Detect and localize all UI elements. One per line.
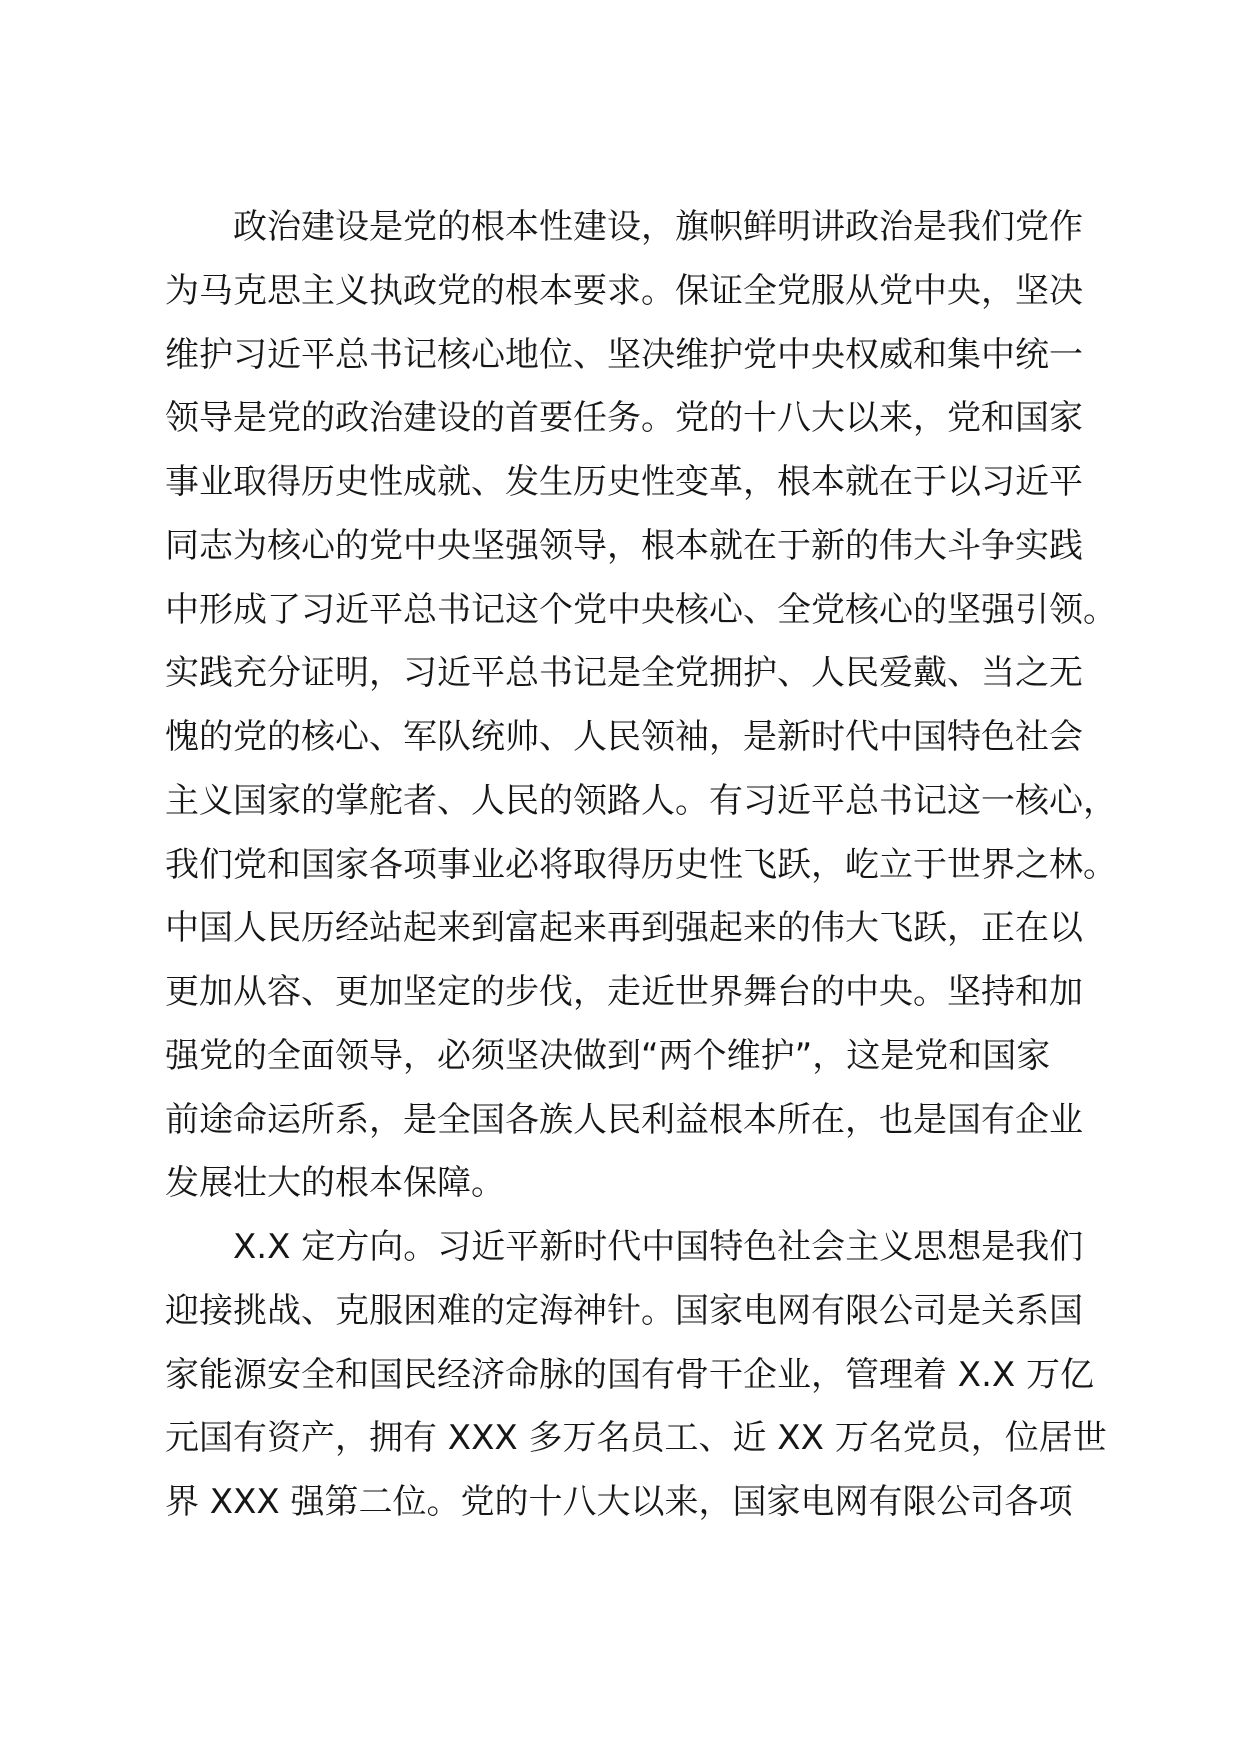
text-line: 同志为核心的党中央坚强领导，根本就在于新的伟大斗争实践	[165, 525, 1083, 566]
text-line: 维护习近平总书记核心地位、坚决维护党中央权威和集中统一	[165, 334, 1083, 375]
text-line: 更加从容、更加坚定的步伐，走近世界舞台的中央。坚持和加	[165, 972, 1083, 1012]
text-line: 强党的全面领导，必须坚决做到“两个维护”，这是党和国家	[165, 1035, 1051, 1076]
text-line: 中国人民历经站起来到富起来再到强起来的伟大飞跃，正在以	[165, 908, 1083, 949]
text-line: 迎接挑战、克服困难的定海神针。国家电网有限公司是关系国	[165, 1290, 1083, 1331]
text-line: 我们党和国家各项事业必将取得历史性飞跃，屹立于世界之林。	[165, 844, 1117, 885]
text-line: 为马克思主义执政党的根本要求。保证全党服从党中央，坚决	[165, 270, 1083, 311]
text-line: 家能源安全和国民经济命脉的国有骨干企业，管理着 X.X 万亿	[165, 1354, 1095, 1395]
text-line: 中形成了习近平总书记这个党中央核心、全党核心的坚强引领。	[165, 589, 1117, 630]
body-text	[165, 196, 1115, 1535]
text-line: 事业取得历史性成就、发生历史性变革，根本就在于以习近平	[165, 462, 1083, 502]
text-line: 实践充分证明，习近平总书记是全党拥护、人民爱戴、当之无	[165, 653, 1083, 694]
text-line: X.X 定方向。习近平新时代中国特色社会主义思想是我们	[233, 1227, 1084, 1267]
text-line: 政治建设是党的根本性建设，旗帜鲜明讲政治是我们党作	[233, 207, 1083, 247]
text-line: 愧的党的核心、军队统帅、人民领袖，是新时代中国特色社会	[165, 717, 1083, 757]
text-line: 发展壮大的根本保障。	[165, 1163, 505, 1204]
paragraph-political-construction	[165, 196, 1115, 1216]
text-line: 界 XXX 强第二位。党的十八大以来，国家电网有限公司各项	[165, 1482, 1073, 1522]
text-line: 前途命运所系，是全国各族人民利益根本所在，也是国有企业	[165, 1099, 1083, 1140]
text-line: 领导是党的政治建设的首要任务。党的十八大以来，党和国家	[165, 398, 1083, 439]
text-line: 元国有资产，拥有 XXX 多万名员工、近 XX 万名党员，位居世	[165, 1418, 1107, 1459]
paragraph-set-direction	[165, 1216, 1115, 1535]
text-line: 主义国家的掌舵者、人民的领路人。有习近平总书记这一核心，	[165, 780, 1117, 821]
